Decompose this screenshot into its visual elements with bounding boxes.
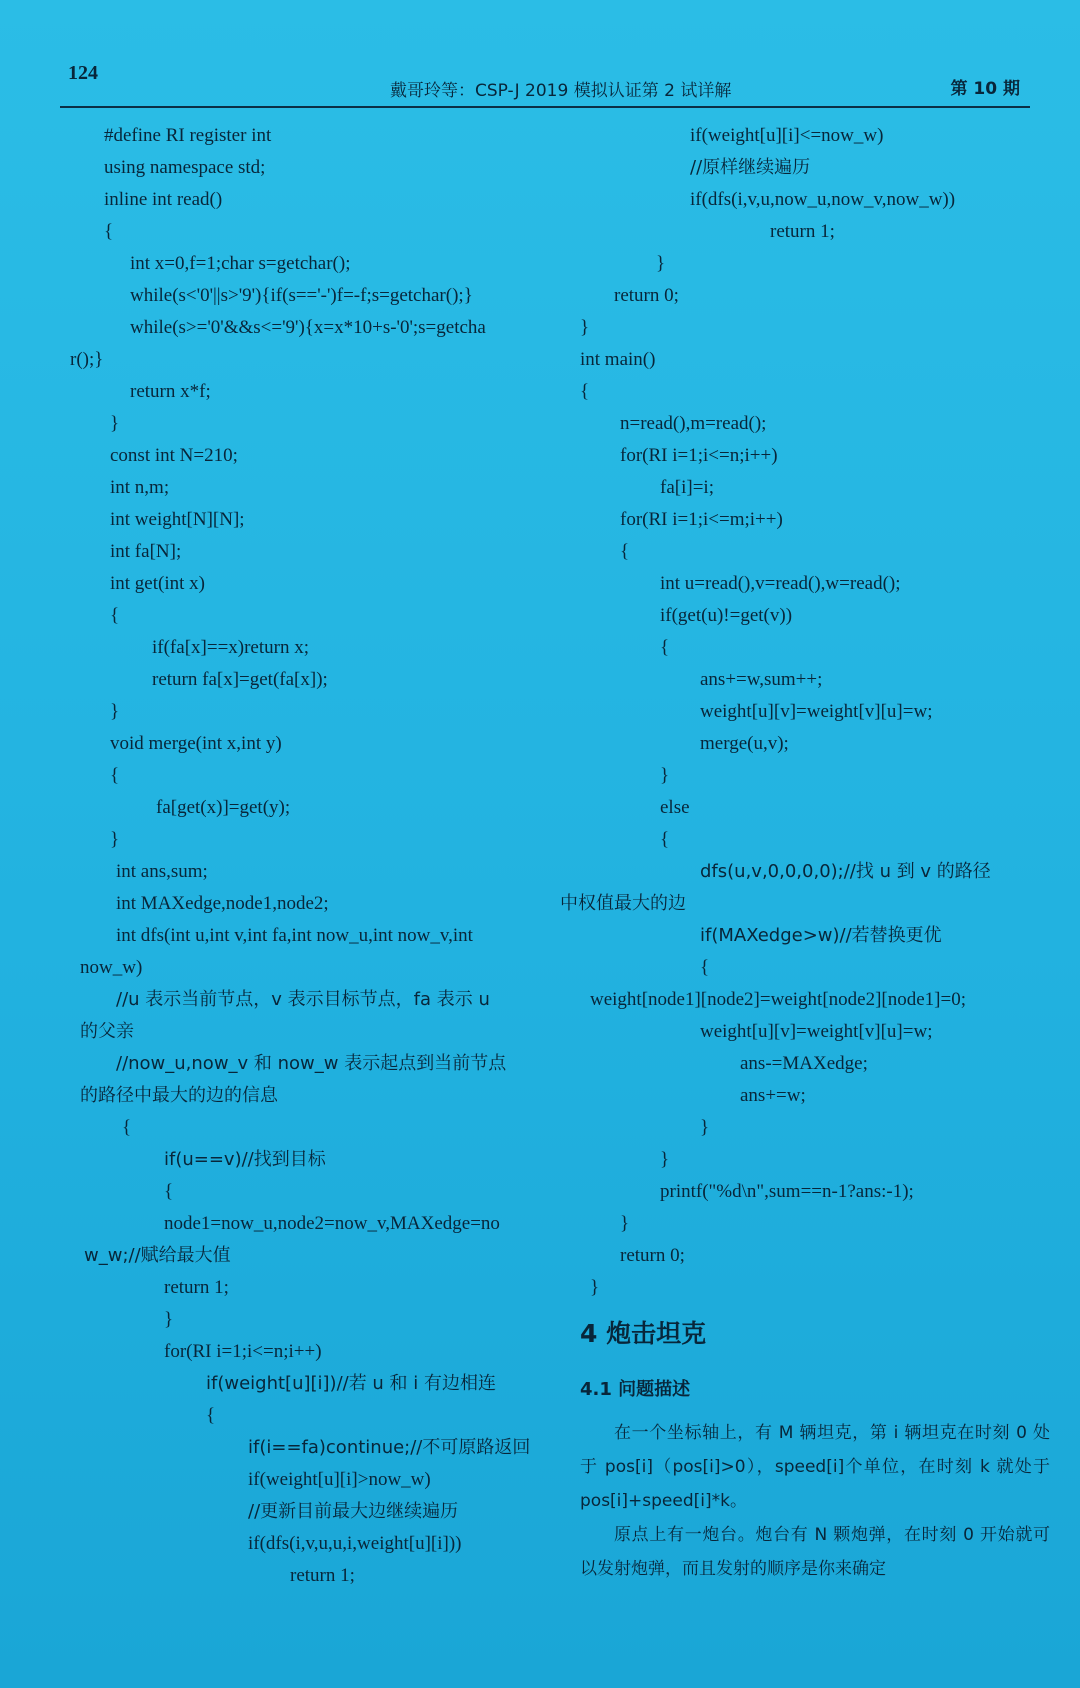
code-line: if(fa[x]==x)return x; bbox=[152, 637, 310, 658]
code-line: const int N=210; bbox=[110, 445, 238, 466]
section-title: 4 炮击坦克 bbox=[580, 1319, 707, 1348]
code-line: { bbox=[700, 957, 710, 978]
code-line: if(MAXedge>w)//若替换更优 bbox=[700, 925, 942, 946]
left-code-column bbox=[60, 120, 560, 1592]
code-line: if(weight[u][i]<=now_w) bbox=[690, 125, 884, 146]
code-line: merge(u,v); bbox=[700, 733, 789, 754]
code-line: { bbox=[620, 541, 630, 562]
code-line: while(s>='0'&&s<='9'){x=x*10+s-'0';s=getcha bbox=[130, 317, 486, 338]
code-line: { bbox=[110, 605, 120, 626]
code-line: n=read(),m=read(); bbox=[620, 413, 767, 434]
code-line: dfs(u,v,0,0,0,0);//找 u 到 v 的路径 bbox=[700, 861, 991, 882]
page-header bbox=[60, 58, 1030, 108]
code-line: } bbox=[660, 1149, 670, 1170]
code-line: } bbox=[700, 1117, 710, 1138]
code-line: } bbox=[110, 701, 120, 722]
code-line: } bbox=[110, 829, 120, 850]
code-line: ans+=w; bbox=[740, 1085, 806, 1106]
code-line: while(s<'0'||s>'9'){if(s=='-')f=-f;s=getchar();} bbox=[130, 285, 473, 306]
code-line: weight[u][v]=weight[v][u]=w; bbox=[700, 701, 933, 722]
code-line: int MAXedge,node1,node2; bbox=[116, 893, 329, 914]
code-line: //now_u,now_v 和 now_w 表示起点到当前节点 bbox=[116, 1053, 507, 1074]
paragraph: 原点上有一炮台。炮台有 N 颗炮弹，在时刻 0 开始就可以发射炮弹，而且发射的顺序是你来确定 bbox=[580, 1525, 1050, 1579]
code-line: { bbox=[110, 765, 120, 786]
code-line: //原样继续遍历 bbox=[690, 157, 811, 178]
code-line: #define RI register int bbox=[104, 125, 272, 146]
code-line: int x=0,f=1;char s=getchar(); bbox=[130, 253, 351, 274]
code-line: for(RI i=1;i<=n;i++) bbox=[164, 1341, 322, 1362]
right-column bbox=[560, 120, 1050, 1586]
code-line: int weight[N][N]; bbox=[110, 509, 245, 530]
code-line: { bbox=[580, 381, 590, 402]
code-line: //u 表示当前节点，v 表示目标节点，fa 表示 u bbox=[116, 989, 490, 1010]
code-line: void merge(int x,int y) bbox=[110, 733, 282, 754]
code-line: //更新目前最大边继续遍历 bbox=[248, 1501, 459, 1522]
code-line: int fa[N]; bbox=[110, 541, 182, 562]
code-line: int ans,sum; bbox=[116, 861, 208, 882]
code-line: 的路径中最大的边的信息 bbox=[80, 1085, 278, 1106]
code-line: { bbox=[122, 1117, 132, 1138]
code-line: r();} bbox=[70, 349, 104, 370]
code-line: ans+=w,sum++; bbox=[700, 669, 823, 690]
right-code-block bbox=[560, 120, 1050, 1304]
code-line: w_w;//赋给最大值 bbox=[84, 1245, 231, 1266]
running-title: 戴哥玲等：CSP-J 2019 模拟认证第 2 试详解 bbox=[390, 81, 732, 101]
code-line: return 0; bbox=[620, 1245, 685, 1266]
code-line: } bbox=[590, 1277, 600, 1298]
code-line: else bbox=[660, 797, 690, 818]
code-line: return 1; bbox=[164, 1277, 229, 1298]
code-line: for(RI i=1;i<=m;i++) bbox=[620, 509, 783, 530]
code-line: } bbox=[620, 1213, 630, 1234]
code-line: { bbox=[660, 829, 670, 850]
code-line: node1=now_u,node2=now_v,MAXedge=no bbox=[164, 1213, 500, 1234]
subsection-title: 4.1 问题描述 bbox=[580, 1379, 691, 1400]
code-line: return x*f; bbox=[130, 381, 211, 402]
code-line: } bbox=[580, 317, 590, 338]
code-line: int dfs(int u,int v,int fa,int now_u,int now_v,int bbox=[116, 925, 473, 946]
code-line: if(get(u)!=get(v)) bbox=[660, 605, 793, 626]
code-line: if(i==fa)continue;//不可原路返回 bbox=[248, 1437, 531, 1458]
code-line: return 1; bbox=[290, 1565, 355, 1586]
code-line: return fa[x]=get(fa[x]); bbox=[152, 669, 328, 690]
paragraph: 在一个坐标轴上，有 M 辆坦克，第 i 辆坦克在时刻 0 处于 pos[i]（pos[i]>0），speed[i]个单位，在时刻 k 就处于 pos[i]+speed[i]*k。 bbox=[580, 1423, 1050, 1511]
code-line: int u=read(),v=read(),w=read(); bbox=[660, 573, 901, 594]
code-line: } bbox=[660, 765, 670, 786]
code-line: int main() bbox=[580, 349, 656, 370]
code-line: } bbox=[656, 253, 666, 274]
code-line: fa[get(x)]=get(y); bbox=[156, 797, 291, 818]
page-number: 124 bbox=[68, 62, 98, 84]
code-line: int get(int x) bbox=[110, 573, 205, 594]
code-line: for(RI i=1;i<=n;i++) bbox=[620, 445, 778, 466]
code-line: } bbox=[164, 1309, 174, 1330]
code-line: { bbox=[164, 1181, 174, 1202]
code-line: if(weight[u][i])//若 u 和 i 有边相连 bbox=[206, 1373, 496, 1394]
code-line: if(u==v)//找到目标 bbox=[164, 1149, 326, 1170]
code-line: 的父亲 bbox=[80, 1021, 134, 1042]
code-line: if(weight[u][i]>now_w) bbox=[248, 1469, 431, 1490]
code-line: fa[i]=i; bbox=[660, 477, 714, 498]
code-line: if(dfs(i,v,u,now_u,now_v,now_w)) bbox=[690, 189, 956, 210]
code-line: { bbox=[206, 1405, 216, 1426]
code-line: if(dfs(i,v,u,u,i,weight[u][i])) bbox=[248, 1533, 462, 1554]
code-line: using namespace std; bbox=[104, 157, 266, 178]
code-line: weight[u][v]=weight[v][u]=w; bbox=[700, 1021, 933, 1042]
code-line: printf("%d\n",sum==n-1?ans:-1); bbox=[660, 1181, 914, 1202]
code-line: inline int read() bbox=[104, 189, 223, 210]
code-line: { bbox=[104, 221, 114, 242]
issue-number: 第 10 期 bbox=[950, 79, 1020, 99]
code-line: } bbox=[110, 413, 120, 434]
code-line: return 1; bbox=[770, 221, 835, 242]
code-line: 中权值最大的边 bbox=[560, 893, 686, 914]
code-line: int n,m; bbox=[110, 477, 170, 498]
code-line: now_w) bbox=[80, 957, 143, 978]
code-line: { bbox=[660, 637, 670, 658]
code-line: return 0; bbox=[614, 285, 679, 306]
code-line: weight[node1][node2]=weight[node2][node1]=0; bbox=[590, 989, 966, 1010]
code-line: ans-=MAXedge; bbox=[740, 1053, 868, 1074]
